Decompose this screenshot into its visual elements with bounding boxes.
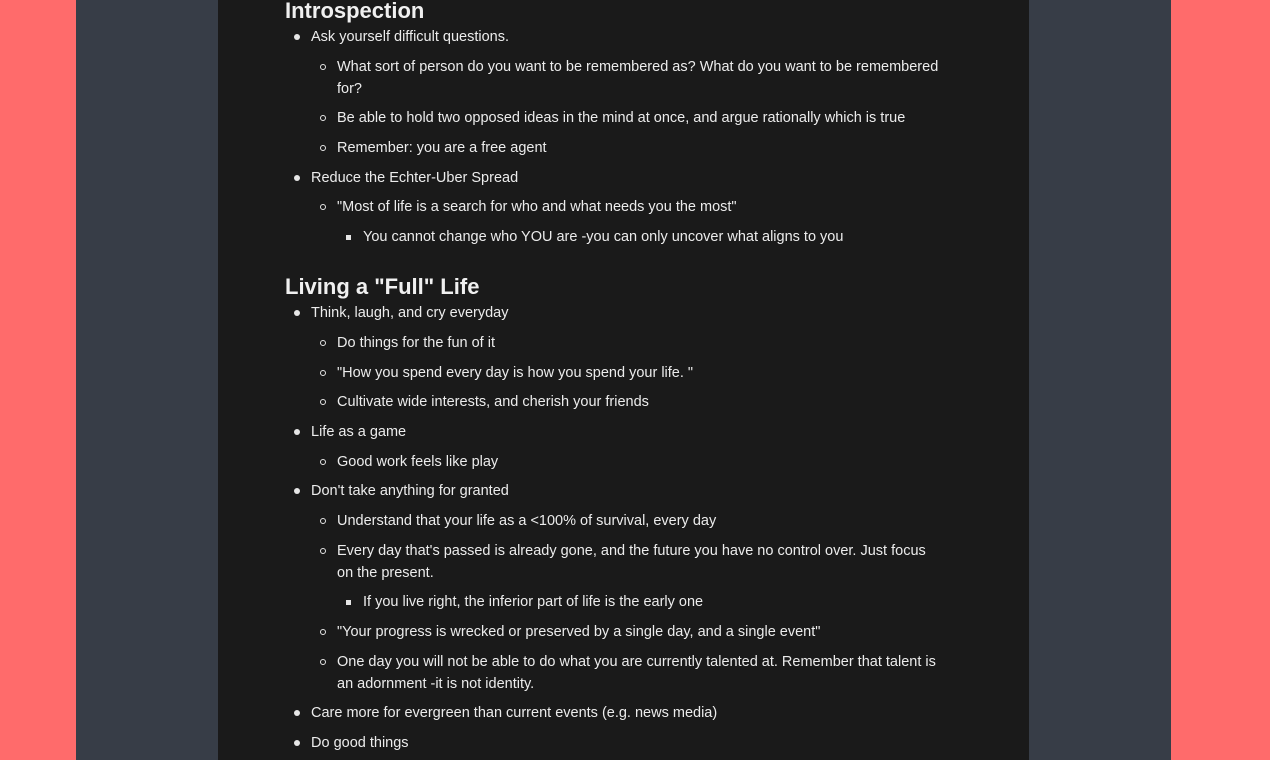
bullet-circle-icon <box>320 548 326 554</box>
bullet-circle-icon <box>320 370 326 376</box>
list-item: Reduce the Echter-Uber Spread "Most of life is a search for who and what needs you the most" You cannot change who YOU are -you can only uncover what aligns to you <box>285 167 945 248</box>
bullet-circle-icon <box>320 145 326 151</box>
list-item: What sort of person do you want to be remembered as? What do you want to be remembered for? <box>311 56 945 100</box>
bullet-circle-icon <box>320 64 326 70</box>
bullet-circle-icon <box>320 204 326 210</box>
bullet-circle-icon <box>320 340 326 346</box>
list-item: Remember: you are a free agent <box>311 137 945 159</box>
list-item: Life as a game Good work feels like play <box>285 421 945 473</box>
list-item: Good work feels like play <box>311 451 945 473</box>
list-item: Do things for the fun of it <box>311 332 945 354</box>
list-item: Do good things <box>285 732 945 754</box>
list-item: Ask yourself difficult questions. What sort of person do you want to be remembered as? What do you want to be remembered for? Be able to hold two opposed ideas in the mind at once, and argue rationally which is true Remember: you are a free agent <box>285 26 945 159</box>
list-introspection <box>285 26 945 248</box>
list-item: One day you will not be able to do what you are currently talented at. Remember that talent is an adornment -it is not identity. <box>311 651 945 695</box>
bullet-circle-icon <box>320 659 326 665</box>
bullet-disc-icon <box>294 175 300 181</box>
bullet-circle-icon <box>320 629 326 635</box>
list-item: Cultivate wide interests, and cherish your friends <box>311 391 945 413</box>
bullet-circle-icon <box>320 115 326 121</box>
bullet-disc-icon <box>294 488 300 494</box>
list-item: If you live right, the inferior part of life is the early one <box>337 591 945 613</box>
list-item: "Most of life is a search for who and what needs you the most" You cannot change who YOU are -you can only uncover what aligns to you <box>311 196 945 248</box>
heading-living-full-life: Living a "Full" Life <box>285 274 480 300</box>
list-item: Be able to hold two opposed ideas in the mind at once, and argue rationally which is true <box>311 107 945 129</box>
bullet-circle-icon <box>320 399 326 405</box>
bullet-disc-icon <box>294 740 300 746</box>
list-item: Don't take anything for granted Understand that your life as a <100% of survival, every day Every day that's passed is already gone, and the future you have no control over. Just focus on the present. If you live right, the inferior part of life is the early one "Your progress is wrecked or preserved by a single day, and a single event" One day you will not be able to do what you are currently talented at. Remember that talent is an adornment -it is not identity. <box>285 480 945 694</box>
bullet-square-icon <box>346 600 351 605</box>
list-item: Understand that your life as a <100% of survival, every day <box>311 510 945 532</box>
list-item: Think, laugh, and cry everyday Do things for the fun of it "How you spend every day is how you spend your life. " Cultivate wide interests, and cherish your friends <box>285 302 945 413</box>
list-full-life <box>285 302 945 754</box>
list-item: "Your progress is wrecked or preserved by a single day, and a single event" <box>311 621 945 643</box>
bullet-disc-icon <box>294 429 300 435</box>
bullet-disc-icon <box>294 710 300 716</box>
list-item: You cannot change who YOU are -you can only uncover what aligns to you <box>337 226 945 248</box>
bullet-disc-icon <box>294 34 300 40</box>
heading-introspection: Introspection <box>285 0 425 23</box>
list-item: Every day that's passed is already gone, and the future you have no control over. Just focus on the present. If you live right, the inferior part of life is the early one <box>311 540 945 614</box>
list-item: "How you spend every day is how you spend your life. " <box>311 362 945 384</box>
bullet-circle-icon <box>320 459 326 465</box>
document-panel <box>218 0 1029 760</box>
bullet-circle-icon <box>320 518 326 524</box>
document-content <box>285 0 945 754</box>
list-item: Care more for evergreen than current events (e.g. news media) <box>285 702 945 724</box>
bullet-disc-icon <box>294 310 300 316</box>
bullet-square-icon <box>346 235 351 240</box>
